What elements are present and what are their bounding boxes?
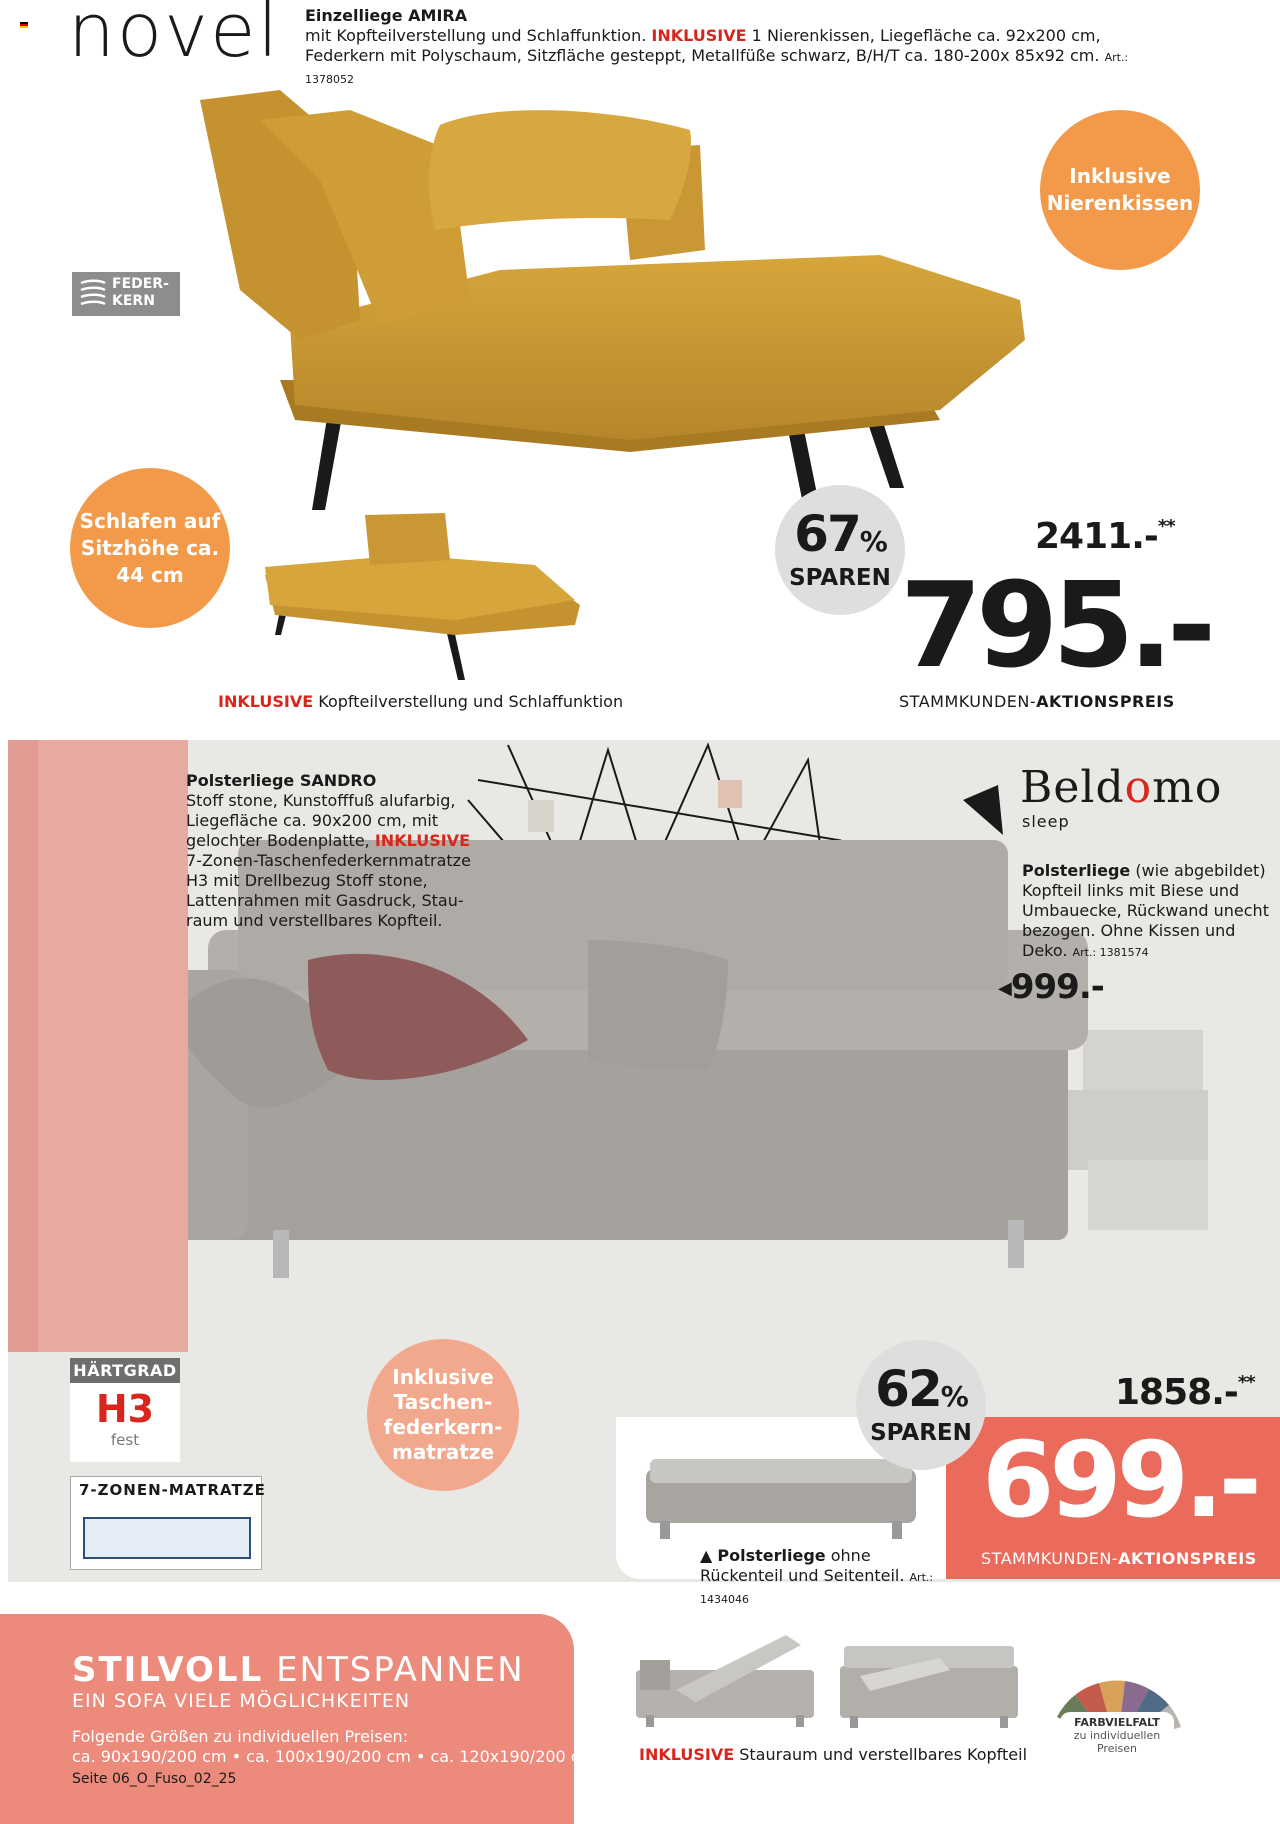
sandro-desc: Stoff stone, Kunstofffuß alufarbig, Liegefläche ca. 90x200 cm, mit gelochter Bodenplatte,: [186, 791, 456, 850]
chaise-longue-amira-image: [200, 90, 1100, 560]
flag-icon: [20, 22, 28, 28]
article-number: Art.: 1378052: [305, 51, 1129, 86]
product-title: Einzelliege AMIRA: [305, 6, 468, 25]
haertgrad-value: H3: [95, 1387, 155, 1431]
price-amira: 795.-: [900, 556, 1211, 694]
stilvoll-subtitle: EIN SOFA VIELE MÖGLICHKEITEN: [72, 1690, 411, 1712]
badge-inklusive-taschenfederkernmatratze: Inklusive Taschen- federkern- matratze: [367, 1339, 519, 1491]
haertgrad-badge: [70, 1358, 180, 1462]
product-description-polsterliege: [1022, 861, 1272, 963]
badge-inklusive-nierenkissen: Inklusive Nierenkissen: [1040, 110, 1200, 270]
old-price-amira: 2411.-**: [1035, 516, 1175, 557]
badge-schlafen-auf-sitzhoehe: Schlafen auf Sitzhöhe ca. 44 cm: [70, 468, 230, 628]
price-sandro: 699.-: [982, 1419, 1257, 1541]
pink-wall-right: [38, 740, 188, 1352]
haertgrad-desc: fest: [110, 1431, 140, 1449]
stammkunden-aktionspreis: STAMMKUNDEN-AKTIONSPREIS: [981, 1549, 1257, 1568]
stammkunden-aktionspreis: STAMMKUNDEN-AKTIONSPREIS: [899, 692, 1175, 711]
farbvielfalt-label: FARBVIELFALT zu individuellen Preisen: [1060, 1712, 1174, 1758]
sandro-desc: 7-Zonen-Taschenfederkernmatratze H3 mit Drellbezug Stoff stone, Lattenrahmen mit Gasdruck, Stau- raum und verstellbares Kopfteil.: [186, 851, 471, 930]
page-reference: Seite 06_O_Fuso_02_25: [72, 1771, 237, 1787]
desc-line: Federkern mit Polyschaum, Sitzfläche gesteppt, Metallfüße schwarz, B/H/T ca. 180-200x 85x92 cm.: [305, 46, 1100, 65]
inkl-label: INKLUSIVE: [651, 26, 747, 45]
bed-title: Polsterliege: [717, 1546, 826, 1565]
brand-sub-sleep: sleep: [1022, 812, 1070, 831]
zonen-matratze-badge: [70, 1476, 266, 1570]
desc-line: mit Kopfteilverstellung und Schlaffunktion.: [305, 26, 647, 45]
discount-badge-67: [775, 485, 905, 615]
inkl-label: INKLUSIVE: [374, 831, 470, 850]
product-description-amira: [305, 6, 1165, 90]
brand-logo-novel: novel: [68, 0, 281, 74]
storage-bed-lifted-image: [840, 1636, 1018, 1730]
haertgrad-label: HÄRTGRAD: [70, 1358, 180, 1383]
discount-badge-62: [856, 1340, 986, 1470]
discount-value: 62%: [875, 1360, 967, 1418]
inklusive-note-stauraum: INKLUSIVE Stauraum und verstellbares Kopfteil: [639, 1745, 1028, 1764]
storage-bed-open-image: [636, 1620, 814, 1730]
sandro-title: Polsterliege SANDRO: [186, 771, 377, 790]
arrow-left-icon: ◀: [998, 978, 1011, 999]
sizes-info: Folgende Größen zu individuellen Preisen: ca. 90x190/200 cm • ca. 100x190/200 cm • ca. 120x190/200 cm: [72, 1727, 596, 1766]
article-number: Art.: 1434046: [700, 1571, 934, 1606]
old-price-sandro: 1858.-**: [1115, 1372, 1255, 1413]
polster-title: Polsterliege: [1022, 861, 1131, 880]
arrow-up-icon: ▲: [700, 1546, 713, 1565]
federkern-badge: [72, 272, 180, 316]
spring-icon: [78, 278, 108, 310]
article-number: Art.: 1381574: [1072, 946, 1149, 959]
brand-logo-beldomo: Beldomo: [1020, 762, 1223, 813]
sparen-label: SPAREN: [870, 1420, 972, 1446]
product-description-sandro: [186, 771, 476, 931]
zonen-label: 7-ZONEN-MATRATZE: [79, 1481, 266, 1499]
polster-desc: (wie abgebildet) Kopfteil links mit Biese und Umbauecke, Rückwand unecht bezogen. Ohne Kissen und Deko.: [1022, 861, 1269, 960]
federkern-label: FEDER- KERN: [112, 276, 169, 309]
discount-value: 67%: [794, 505, 886, 563]
mattress-icon: [83, 1517, 251, 1559]
price-polsterliege: ◀999.-: [998, 967, 1104, 1007]
stilvoll-title: STILVOLL ENTSPANNEN: [72, 1650, 525, 1690]
stilvoll-panel: [0, 1614, 574, 1824]
pink-wall-left: [8, 740, 38, 1352]
bed-desc: ohne Rückenteil und Seitenteil.: [700, 1546, 905, 1585]
chaise-sleep-position-image: [255, 505, 585, 685]
desc-line: 1 Nierenkissen, Liegefläche ca. 92x200 cm,: [751, 26, 1101, 45]
sparen-label: SPAREN: [789, 565, 891, 591]
bed-caption: [700, 1546, 950, 1610]
inklusive-note-amira: INKLUSIVE Kopfteilverstellung und Schlaffunktion: [218, 692, 624, 711]
